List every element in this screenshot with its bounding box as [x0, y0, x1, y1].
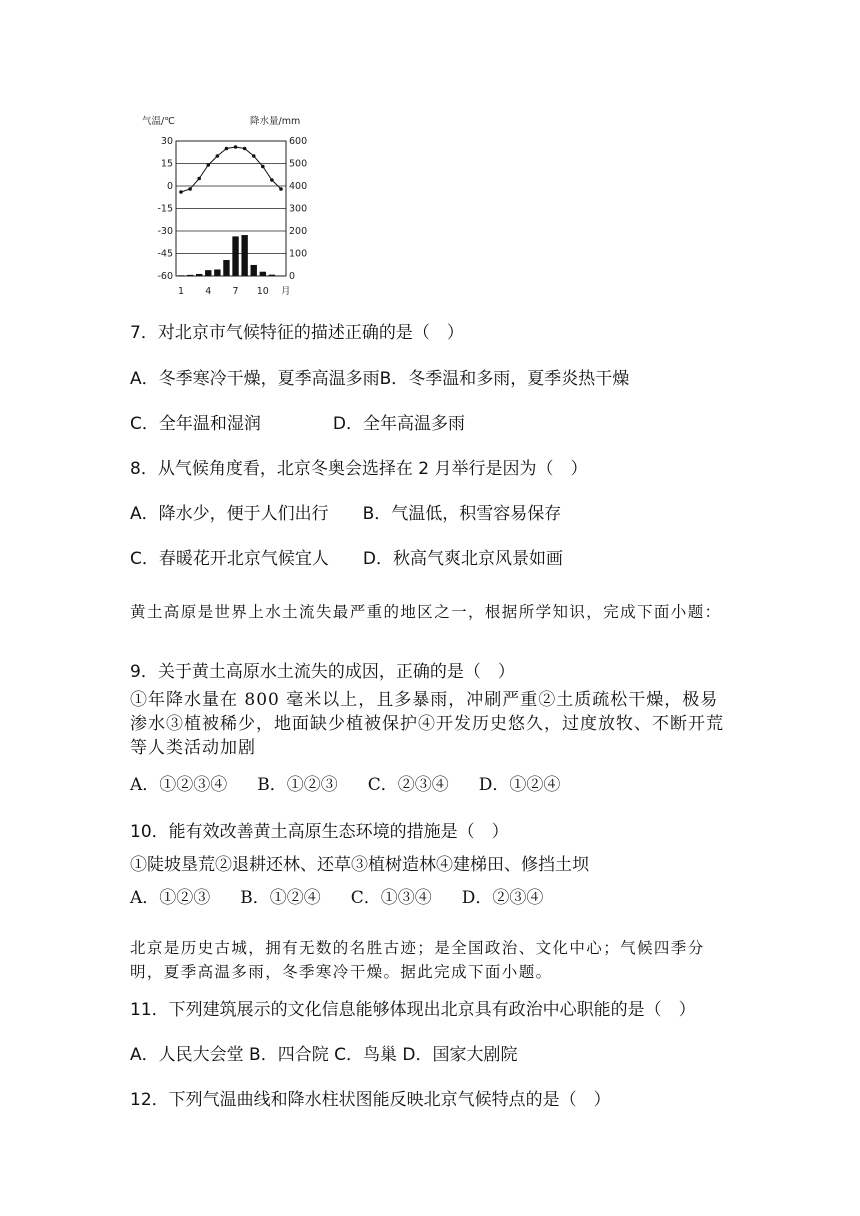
q10-option-a[interactable]: A．①②③ — [130, 888, 211, 908]
q12-stem: 12．下列气温曲线和降水柱状图能反映北京气候特点的是（ ） — [130, 1090, 611, 1110]
precipitation-bar — [269, 275, 275, 276]
q7-option-c[interactable]: C．全年温和湿润 — [130, 414, 261, 434]
temperature-tick-label: -30 — [157, 226, 173, 237]
q10-stem: 10．能有效改善黄土高原生态环境的措施是（ ） — [130, 822, 509, 842]
month-tick-label: 4 — [205, 286, 212, 297]
q8-option-c[interactable]: C．春暖花开北京气候宜人 — [130, 549, 329, 569]
temperature-tick-label: 15 — [160, 158, 173, 170]
precipitation-bars — [178, 235, 284, 276]
q9-options — [130, 770, 560, 795]
month-ticks — [178, 286, 269, 297]
precipitation-tick-label: 100 — [289, 248, 308, 260]
temperature-point — [252, 154, 256, 158]
temperature-tick-label: 0 — [166, 181, 173, 192]
temperature-point — [216, 154, 220, 158]
precipitation-bar — [223, 260, 229, 276]
temperature-tick-label: -60 — [157, 271, 173, 282]
temperature-point — [243, 147, 247, 151]
q7-options-row-2 — [130, 409, 465, 434]
precipitation-tick-label: 600 — [289, 136, 308, 147]
precipitation-tick-label: 400 — [289, 181, 308, 192]
temperature-curve — [179, 145, 283, 194]
precipitation-ticks — [289, 136, 307, 282]
temperature-point — [234, 145, 238, 149]
climate-chart — [140, 112, 330, 302]
q11-stem: 11．下列建筑展示的文化信息能够体现出北京具有政治中心职能的是（ ） — [130, 1000, 696, 1020]
month-tick-label: 10 — [256, 286, 269, 297]
temperature-line — [181, 147, 281, 192]
q10-option-c[interactable]: C．①③④ — [350, 888, 432, 908]
passage-loess-plateau: 黄土高原是世界上水土流失最严重的地区之一，根据所学知识，完成下面小题： — [130, 603, 722, 621]
temperature-point — [261, 165, 265, 169]
q7-stem: 7．对北京市气候特征的描述正确的是（ ） — [130, 323, 464, 343]
temperature-point — [206, 163, 210, 167]
q9-option-d[interactable]: D．①②④ — [478, 775, 561, 795]
q7-options-row-1 — [130, 364, 629, 389]
precipitation-bar — [232, 236, 238, 276]
precipitation-bar — [187, 275, 193, 276]
month-tick-label: 7 — [232, 286, 239, 297]
precipitation-bar — [214, 269, 220, 276]
q9-option-c[interactable]: C．②③④ — [367, 775, 449, 795]
q10-statements: ①陡坡垦荒②退耕还林、还草③植树造林④建梯田、修挡土坝 — [130, 855, 589, 875]
q9-option-a[interactable]: A．①②③④ — [130, 775, 228, 795]
temperature-point — [279, 187, 283, 191]
precipitation-tick-label: 300 — [289, 203, 308, 215]
q8-option-b[interactable]: B．气温低，积雪容易保存 — [362, 504, 562, 524]
precipitation-bar — [205, 270, 211, 276]
temperature-point — [179, 190, 183, 194]
temperature-point — [270, 178, 274, 182]
q7-option-d[interactable]: D．全年高温多雨 — [332, 414, 465, 434]
q10-option-d[interactable]: D．②③④ — [461, 888, 544, 908]
precipitation-bar — [196, 274, 202, 276]
temperature-tick-label: -15 — [157, 203, 173, 215]
q8-options-row-1 — [130, 499, 561, 524]
month-unit-label: 月 — [281, 286, 291, 297]
q9-option-b[interactable]: B．①②③ — [257, 775, 338, 795]
temperature-tick-label: -45 — [157, 248, 173, 260]
temperature-axis-label: 气温/℃ — [142, 116, 175, 127]
precipitation-bar — [178, 275, 184, 276]
temperature-ticks — [157, 136, 173, 282]
temperature-point — [197, 177, 201, 181]
q9-stem: 9．关于黄土高原水土流失的成因，正确的是（ ） — [130, 662, 515, 682]
q7-option-b[interactable]: B．冬季温和多雨，夏季炎热干燥 — [379, 369, 630, 389]
q8-option-a[interactable]: A．降水少，便于人们出行 — [130, 504, 329, 524]
passage-beijing: 北京是历史古城，拥有无数的名胜古迹；是全国政治、文化中心；气候四季分明，夏季高温多雨，冬季寒冷干燥。据此完成下面小题。 — [130, 939, 705, 981]
q8-options-row-2 — [130, 544, 563, 569]
precipitation-bar — [260, 272, 266, 276]
q8-option-d[interactable]: D．秋高气爽北京风景如画 — [362, 549, 563, 569]
precipitation-bar — [251, 265, 257, 276]
q8-stem: 8．从气候角度看，北京冬奥会选择在 2 月举行是因为（ ） — [130, 459, 588, 479]
q10-options — [130, 883, 543, 908]
q10-option-b[interactable]: B．①②④ — [240, 888, 321, 908]
precipitation-bar — [278, 276, 284, 277]
q11-options[interactable]: A．人民大会堂 B．四合院 C．鸟巢 D．国家大剧院 — [130, 1045, 518, 1065]
precipitation-axis-label: 降水量/mm — [250, 116, 301, 127]
q9-statements: ①年降水量在 800 毫米以上，且多暴雨，冲刷严重②土质疏松干燥，极易渗水③植被稀少，地面缺少植被保护④开发历史悠久，过度放牧、不断开荒等人类活动加剧 — [130, 690, 724, 758]
precipitation-tick-label: 200 — [289, 226, 308, 237]
temperature-point — [188, 187, 192, 191]
precipitation-tick-label: 500 — [289, 158, 308, 170]
precipitation-bar — [241, 235, 247, 276]
month-tick-label: 1 — [177, 286, 185, 297]
q7-option-a[interactable]: A．冬季寒冷干燥，夏季高温多雨 — [130, 369, 380, 389]
temperature-point — [225, 147, 229, 151]
precipitation-tick-label: 0 — [289, 271, 296, 282]
temperature-tick-label: 30 — [160, 136, 173, 147]
